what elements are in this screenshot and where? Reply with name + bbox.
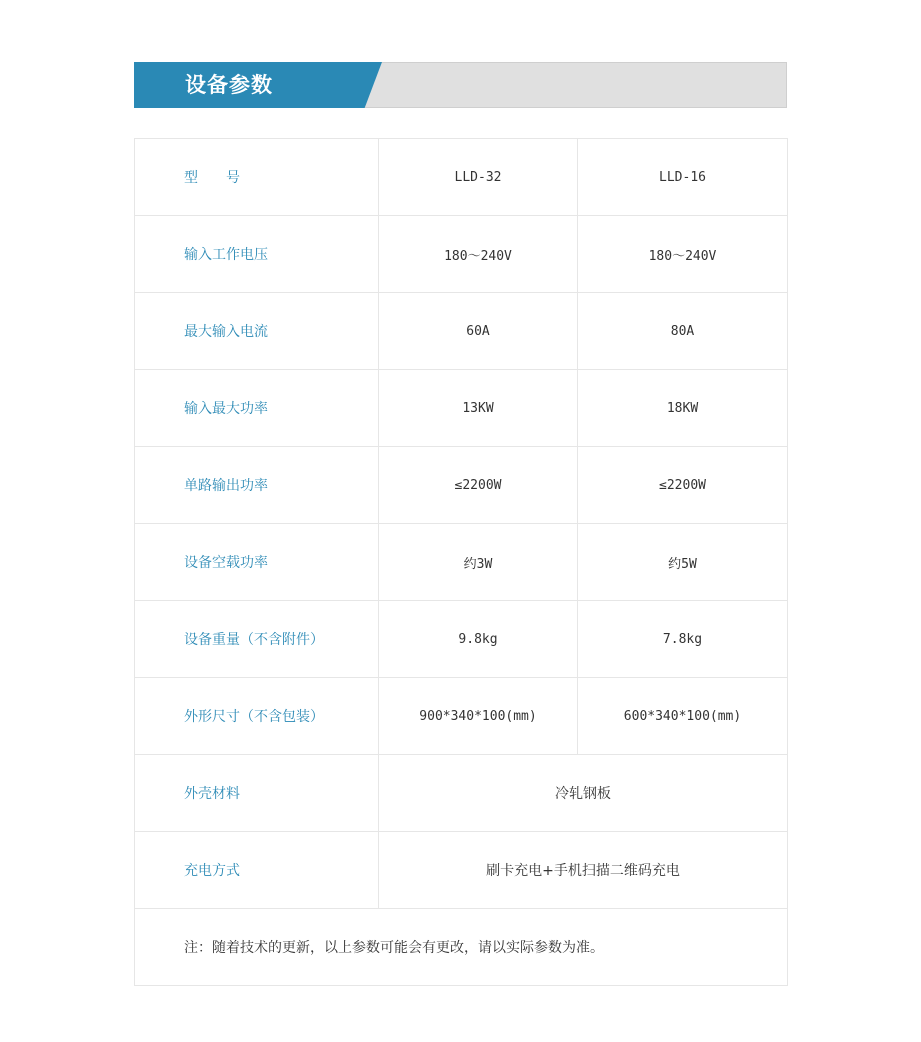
cell-value: 18KW [578, 370, 788, 447]
row-label: 外形尺寸（不含包装） [135, 678, 379, 755]
cell-value: 180～240V [379, 216, 578, 293]
table-row [135, 755, 788, 832]
row-label: 型 号 [135, 139, 379, 216]
table-row [135, 909, 788, 986]
row-label: 外壳材料 [135, 755, 379, 832]
cell-value: ≤2200W [578, 447, 788, 524]
cell-value: 600*340*100(mm) [578, 678, 788, 755]
table-row [135, 216, 788, 293]
cell-value-merged: 冷轧钢板 [379, 755, 788, 832]
cell-value: 约3W [379, 524, 578, 601]
row-label: 设备重量（不含附件） [135, 601, 379, 678]
spec-table [134, 138, 788, 986]
cell-value: 约5W [578, 524, 788, 601]
cell-value: 80A [578, 293, 788, 370]
table-row [135, 832, 788, 909]
cell-value: 60A [379, 293, 578, 370]
row-label: 充电方式 [135, 832, 379, 909]
section-header [134, 62, 787, 108]
table-row [135, 447, 788, 524]
table-row [135, 139, 788, 216]
footnote: 注：随着技术的更新，以上参数可能会有更改，请以实际参数为准。 [135, 909, 788, 986]
cell-value: 9.8kg [379, 601, 578, 678]
table-row [135, 601, 788, 678]
cell-value-merged: 刷卡充电+手机扫描二维码充电 [379, 832, 788, 909]
table-row [135, 293, 788, 370]
cell-value: 13KW [379, 370, 578, 447]
row-label: 输入工作电压 [135, 216, 379, 293]
row-label: 最大输入电流 [135, 293, 379, 370]
cell-value: 7.8kg [578, 601, 788, 678]
cell-value: ≤2200W [379, 447, 578, 524]
row-label: 单路输出功率 [135, 447, 379, 524]
row-label: 输入最大功率 [135, 370, 379, 447]
row-label: 设备空载功率 [135, 524, 379, 601]
table-row [135, 524, 788, 601]
model-value-2: LLD-16 [578, 139, 788, 216]
table-row [135, 370, 788, 447]
cell-value: 900*340*100(mm) [379, 678, 578, 755]
section-title: 设备参数 [185, 73, 273, 97]
model-value-1: LLD-32 [379, 139, 578, 216]
cell-value: 180～240V [578, 216, 788, 293]
table-row [135, 678, 788, 755]
